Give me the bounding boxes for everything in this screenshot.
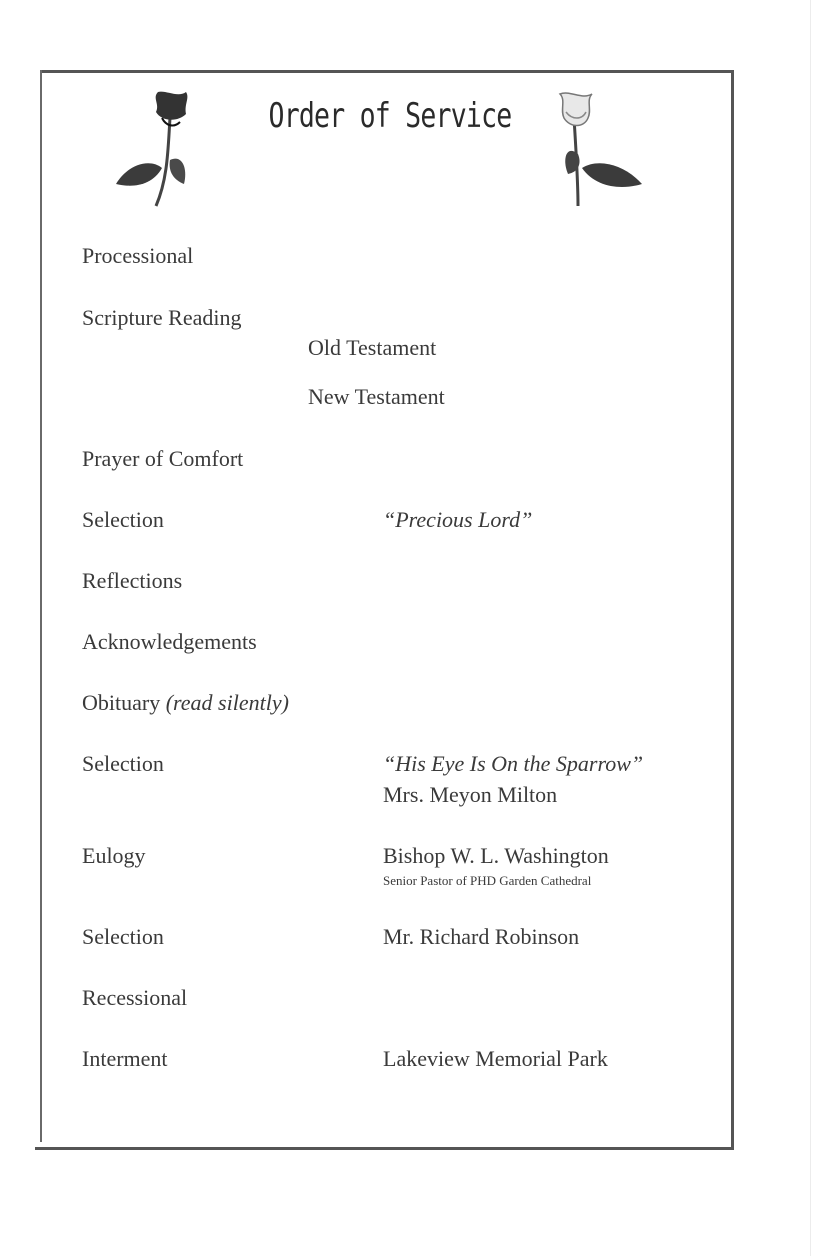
interment-location: Lakeview Memorial Park	[383, 1046, 608, 1071]
item-interment: Interment	[82, 1046, 168, 1071]
selection-3-performer: Mr. Richard Robinson	[383, 924, 580, 949]
selection-1-title: “Precious Lord”	[383, 507, 533, 532]
item-recessional: Recessional	[82, 985, 188, 1010]
item-selection-3: Selection	[82, 924, 164, 949]
item-new-testament: New Testament	[308, 384, 445, 409]
rose-right-icon	[532, 88, 644, 213]
item-processional: Processional	[82, 243, 194, 268]
item-obituary	[82, 690, 289, 716]
page-title: Order of Service	[268, 96, 512, 136]
eulogy-speaker: Bishop W. L. Washington	[383, 843, 609, 868]
frame-left-border	[40, 70, 42, 1142]
rose-left-icon	[108, 88, 213, 213]
item-reflections: Reflections	[82, 568, 183, 593]
item-eulogy: Eulogy	[82, 843, 146, 868]
obituary-note: (read silently)	[165, 690, 289, 715]
item-selection-1: Selection	[82, 507, 164, 532]
selection-2-title: “His Eye Is On the Sparrow”	[383, 751, 644, 776]
frame-right-border	[731, 70, 734, 1150]
item-prayer-of-comfort: Prayer of Comfort	[82, 446, 244, 471]
frame-bottom-border	[35, 1147, 734, 1150]
page-edge-line	[810, 0, 811, 1256]
obituary-label: Obituary	[82, 690, 161, 715]
item-old-testament: Old Testament	[308, 335, 437, 360]
frame-top-border	[41, 70, 734, 73]
selection-2-performer: Mrs. Meyon Milton	[383, 782, 558, 807]
item-selection-2: Selection	[82, 751, 164, 776]
item-scripture-reading: Scripture Reading	[82, 305, 242, 330]
item-acknowledgements: Acknowledgements	[82, 629, 257, 654]
eulogy-speaker-title: Senior Pastor of PHD Garden Cathedral	[383, 873, 592, 888]
